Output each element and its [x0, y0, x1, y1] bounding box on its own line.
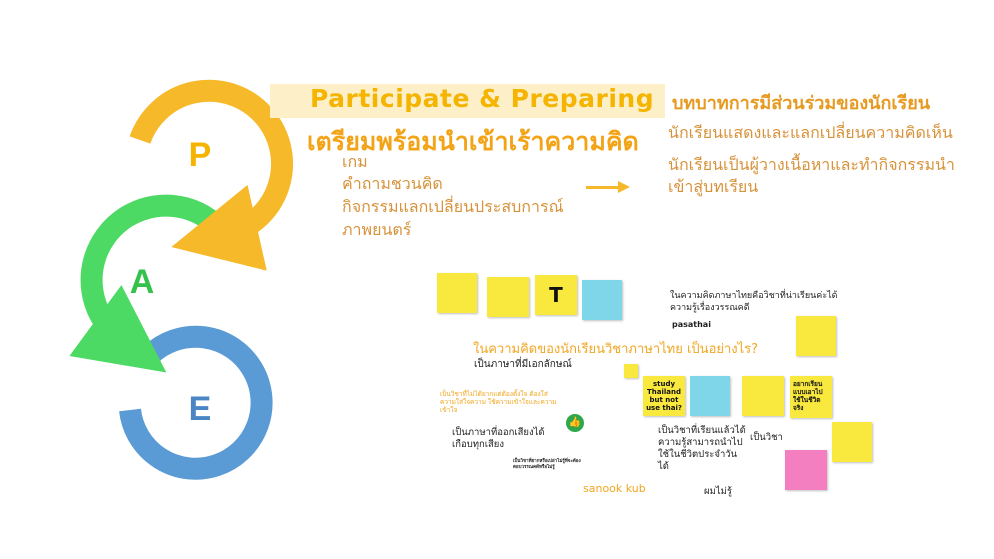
roles-title: บทบาทการมีส่วนร่วมของนักเรียน — [672, 93, 931, 114]
t-sticky-note: T — [535, 275, 577, 315]
role-item: นักเรียนเป็นผู้วางเนื้อหาและทำกิจกรรมนำเข้าสู่บทเรียน — [668, 155, 955, 196]
activity-item: เกม — [342, 152, 368, 171]
sticky-note — [742, 376, 784, 416]
study-thailand-note: study Thailand but not use thai? — [643, 376, 685, 416]
learn-note: เป็นวิชาที่เรียนแล้วได้ความรู้สามารถนำไปใช้ในชีวิตประจำวันได้ — [658, 425, 746, 472]
sound-note: เป็นภาษาที่ออกเสียงได้เกือบทุกเสียง — [452, 427, 545, 450]
sticky-note — [832, 422, 872, 462]
role-item: นักเรียนแสดงและแลกเปลี่ยนความคิดเห็น — [668, 123, 953, 142]
note-top-right: ในความคิดภาษาไทยคือวิชาที่น่าเรียนค่ะได้ความรู้เรื่องวรรณคดี — [670, 291, 838, 313]
mai-ru-label: ผมไม่รู้ — [704, 486, 732, 497]
sticky-note — [437, 273, 477, 313]
small-note: เป็นวิชาที่ยากหรือเปล่าไม่รู้ที่จะต้องตอบวรรณคดีหรือไม่รู้ — [513, 459, 581, 470]
pasathai-label: pasathai — [672, 320, 711, 329]
arrow-right-icon — [586, 186, 620, 189]
activity-item: คำถามชวนคิด — [342, 174, 443, 193]
sticky-note — [690, 376, 730, 416]
letter-e: E — [188, 390, 212, 428]
answer-unique: เป็นภาษาที่มีเอกลักษณ์ — [474, 359, 572, 370]
heading-english: Participate & Preparing — [310, 84, 655, 113]
activity-item: กิจกรรมแลกเปลี่ยนประสบการณ์ — [342, 197, 564, 216]
pen-wicha-label: เป็นวิชา — [750, 432, 783, 443]
sticky-note — [487, 277, 529, 317]
orange-note: เป็นวิชาที่ไม่ได้ยากแต่ต้องตั้งใจ ต้องใส่ความใส่ใจความ ใช้ความเข้าใจและความเข้าใจ — [440, 390, 557, 414]
thumbs-up-icon: 👍 — [566, 414, 584, 432]
arrow-head-icon — [618, 181, 630, 193]
letter-p: P — [188, 136, 212, 174]
sticky-note — [785, 450, 827, 490]
real-life-note: อยากเรียนแบบเอาไปใช้ในชีวิตจริง — [790, 376, 832, 418]
sanook-label: sanook kub — [583, 482, 646, 495]
activity-item: ภาพยนตร์ — [342, 220, 412, 239]
whiteboard-question: ในความคิดของนักเรียนวิชาภาษาไทย เป็นอย่างไร? — [473, 342, 759, 357]
sticky-note — [624, 364, 638, 378]
sticky-note — [582, 280, 622, 320]
letter-a: A — [129, 263, 155, 301]
sticky-note — [796, 316, 836, 356]
heading-thai: เตรียมพร้อมนำเข้าเร้าความคิด — [307, 127, 639, 156]
